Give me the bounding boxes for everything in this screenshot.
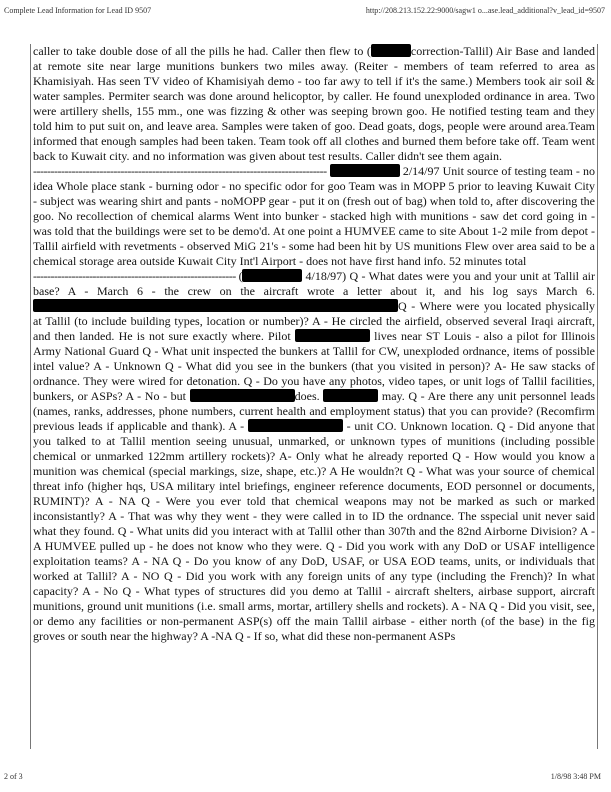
text-segment: 4/18/97) Q - What dates were you and your unit at Tallil air base? A - March 6 - the crew on the aircraft wrote a letter about it, and his log says March 6. [33,269,596,298]
page-header [4,6,605,20]
paragraph-2 [33,164,595,269]
text-segment: correction-Tallil) Air Base and landed at remote site near large munitions bunkers two miles away. (Reiter - members of team referred to area as Khamisiyah. Has seen TV video of Khamisiyah demo - too far awy to tell if it's the same.) Members took air soil & water samples. Permiter search was done around helicoptor, by caller. He found unexploded ordinance in area. Two were artillery shells, 155 mm., one was fizzing & other was seeping brown goo. He notified testing team and they told him to put suit on, and leave area. Samples were taken of goo. Dead goats, dogs, people were around area.Team informed that enough samples had been taken. Team took off all clothes and burned them before take off. Team went back to Kuwait city. and no information was given about test results. Caller didn't see them again. [33,44,595,163]
document-body [30,44,598,749]
text-segment: may. Q - Are there any unit personnel leads (names, ranks, addresses, phone numbers, current health and employment status) that you can provide? (Recomfirm previous leads if applicable and thank). A - [33,389,596,433]
header-url: http://208.213.152.22:9000/sagw1 o...ase.lead_additional?v_lead_id=9507 [365,6,605,15]
redaction-block [33,299,398,312]
redaction-block [190,389,295,402]
print-datetime: 1/8/98 3:48 PM [550,772,601,781]
text-segment: Q - Where were you located physically at Tallil (to include building types, location or number)? A - He circled the airfield, observed several Iraqi aircraft, and then landed. He is not sure exactly where. Pilot [33,299,595,343]
header-title: Complete Lead Information for Lead ID 9507 [4,6,152,15]
text-segment: - unit CO. Unknown location. Q - Did anyone that you talked to at Tallil mention seeing unusual, unmarked, or unknown types of munitions (including possible chemical or unmarked 122mm artillery rockets)? A- Only what he already reported Q - How would you know a munition was chemical (special markings, size, shape, etc.)? A He wouldn?t Q - What was your source of chemical threat info (higher hqs, USA military intel briefings, engineer reference documents, EOD personnel or documents, RUMINT)? A - NA Q - Were you ever told that chemical weapons may not be marked as such or marked inconsistantly? A - That was why they went - they were called in to ID the ordnance. The sspecial unit never said what they found. Q - What units did you interact with at Tallil other than 307th and the 82nd Airborne Division? A - A HUMVEE pulled up - he does not know who they were. Q - Did you work with any DoD or USAF intelligence exploitation teams? A - NA Q - Do you know of any DoD, USAF, or USA EOD teams, units, or individuals that worked at Tallil? A - NO Q - Did you work with any foreign units of any type (including the French)? In what capacity? A - No Q - What types of structures did you demo at Tallil - aircraft shelters, airbase support, aircraft munitions, ground unit munitions (i.e. small arms, mortar, artillery shells and rockets). A - NA Q - Did you visit, see, or demo any facilities or non-permanent ASP(s) off the main Tallil airbase - either north (of the base) in the fig groves or south near the highway? A -NA Q - If so, what did these non-permanent ASPs [33,419,595,643]
text-segment: caller to take double dose of all the pills he had. Caller then flew to ( [33,44,371,58]
text-segment: 2/14/97 Unit source of testing team - no idea Whole place stank - burning odor - no specific odor for goo Team was in MOPP 5 prior to leaving Kuwait City - subject was wearing shirt and pants - noMOPP gear - put it on (fresh out of bag) when told to, after discovering the goo. No recollection of chemical alarms Went into bunker - stacked high with munitions - saw det cord going in - was told that the buildings were set to be demo'd. At one point a HUMVEE came to site About 1-2 mile from depot - Tallil airfield with revetments - observed MiG 21's - some had been hit by US munitions Flew over area said to be a chemical storage area outside Kuwait City Int'l Airport - does not have first hand info. 52 minutes total [33,164,595,268]
redaction-block [323,389,378,402]
redaction-block [248,419,343,432]
page-number: 2 of 3 [4,772,23,781]
text-segment: lives near ST Louis - also a pilot for Illinois Army National Guard Q - What unit inspected the bunkers at Tallil for CW, unexploded ordnance, items of possible intel value? A - Unknown Q - What did you see in the bunkers (that you visited in person)? A- He saw stacks of ordnance. They were wired for detonation. Q - Do you have any photos, video tapes, or unit logs of Tallil facilities, bunkers, or ASPs? A - No - but [33,329,595,403]
redaction-block [371,44,411,57]
separator-line: ---------------------------------------------------------- ( [33,269,243,283]
redaction-block [295,329,370,342]
redaction-block [330,164,400,177]
redaction-block [242,269,302,282]
paragraph-3 [33,269,595,644]
page-footer [4,772,601,784]
separator-line: ------------------------------------------------------------------------------------ [33,164,327,178]
text-segment: does. [294,389,320,403]
paragraph-1 [33,44,595,164]
